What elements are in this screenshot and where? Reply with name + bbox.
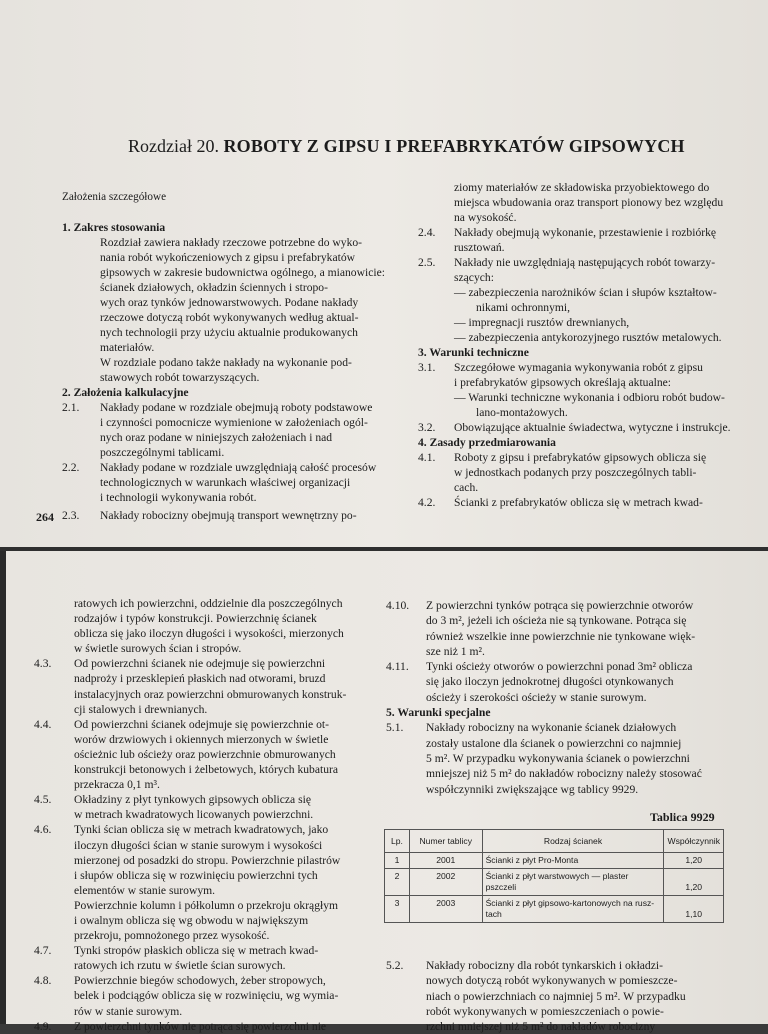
text-line: Od powierzchni ścianek odejmuje się powierzchnie ot- — [74, 717, 329, 731]
text-line: nowych dotyczą robót wykonywanych w pomieszcze- — [426, 974, 678, 988]
item-3-1 — [418, 360, 754, 420]
item-number: 4.3. — [34, 657, 52, 671]
text-line: cach. — [454, 481, 479, 494]
table-header: Rodzaj ścianek — [482, 830, 664, 853]
section-heading: Założenia szczegółowe — [62, 191, 167, 203]
bottom-right-column — [386, 598, 748, 797]
table-header: Numer tablicy — [409, 830, 482, 853]
text-line: Nakłady robocizny obejmują transport wewnętrzny po- — [100, 509, 357, 522]
text-line: oblicza się jako iloczyn długości i wysokości, mierzonych — [74, 627, 344, 641]
text-line: szących: — [454, 271, 494, 284]
top-left-column — [62, 190, 400, 523]
item-number: 4.8. — [34, 974, 52, 988]
table-cell: Ścianki z płyt gipsowo-kartonowych na rusz-tach — [482, 896, 664, 923]
text-line: 5 m². W przypadku wykonywania ścianek o powierzchni — [426, 751, 690, 765]
section-2-title: 2. Założenia kalkulacyjne — [62, 386, 189, 399]
text-line: rów w stanie surowym. — [74, 1004, 183, 1018]
text-line: Roboty z gipsu i prefabrykatów gipsowych oblicza się — [454, 451, 707, 464]
item-number: 2.2. — [62, 461, 80, 474]
item-number: 4.1. — [418, 451, 436, 464]
table-header-row — [385, 830, 724, 853]
table-cell: 2002 — [409, 869, 482, 896]
item-4-6 — [34, 822, 368, 943]
text-line: zostały ustalone dla ścianek o powierzchni co najmniej — [426, 736, 682, 750]
item-4-3 — [34, 656, 368, 716]
text-line: Nakłady robocizny dla robót tynkarskich i okładzi- — [426, 959, 663, 972]
text-line: współczynniki zwiększające wg tablicy 9929. — [426, 782, 639, 796]
text-line: stawowych robót towarzyszących. — [100, 371, 260, 384]
text-line: się jako iloczyn jednokrotnej długości otynkowanych — [426, 675, 674, 689]
text-line: rodzajów i typów konstrukcji. Powierzchnię ścianek — [74, 612, 317, 626]
item-4-10 — [386, 598, 748, 659]
item-4-9 — [34, 1019, 368, 1034]
text-line: nania robót wykończeniowych z gipsu i prefabrykatów — [100, 251, 355, 264]
section-1-title: 1. Zakres stosowania — [62, 221, 166, 234]
text-line: na wysokość. — [454, 211, 517, 224]
item-number: 4.2. — [418, 496, 436, 509]
text-line: mniejszej niż 5 m² do nakładów robocizny należy stosować — [426, 767, 702, 781]
page-number: 264 — [36, 510, 54, 524]
text-line: Powierzchnie kolumn i półkolumn o przekroju okrągłym — [74, 898, 339, 912]
text-line: rzeczowe dotyczą robót wykonywanych według aktual- — [100, 311, 359, 324]
item-number: 4.11. — [386, 660, 409, 674]
item-4-5 — [34, 792, 368, 822]
item-number: 2.1. — [62, 401, 80, 414]
chapter-heading: ROBOTY Z GIPSU I PREFABRYKATÓW GIPSOWYCH — [223, 136, 685, 156]
text-line: instalacyjnych oraz powierzchni obmurowanych konstruk- — [74, 687, 347, 701]
text-line: — Warunki techniczne wykonania i odbioru robót budow- — [454, 391, 725, 404]
text-line: i czynności pomocnicze wymienione w założeniach ogól- — [100, 416, 368, 429]
item-3-2 — [418, 420, 754, 435]
text-line: gipsowych w zakresie budownictwa ogólnego, a mianowicie: ścianek działowych, okładzin ściennych i stropo- — [100, 266, 385, 294]
text-line: Z powierzchni tynków nie potrąca się powierzchni nie — [74, 1019, 327, 1033]
text-line: i technologii wykonywania robót. — [100, 491, 257, 504]
item-number: 4.6. — [34, 823, 52, 837]
item-number: 2.5. — [418, 256, 436, 269]
text-line: i owalnym oblicza się wg obwodu w największym — [74, 913, 309, 927]
item-2-3 — [62, 508, 400, 523]
continued-text — [34, 596, 368, 656]
text-line: rusztowań. — [454, 241, 505, 254]
section-5-title: 5. Warunki specjalne — [386, 706, 491, 720]
text-line: przekroju, pomnożonego przez wysokość. — [74, 929, 270, 943]
text-line: mierzonej od posadzki do stropu. Powierzchnie pilastrów — [74, 853, 341, 867]
text-line: Tynki stropów płaskich oblicza się w metrach kwad- — [74, 944, 319, 958]
text-line: w świetle surowych ścian i stropów. — [74, 642, 242, 656]
item-4-8 — [34, 973, 368, 1018]
text-line: konstrukcji betonowych i żelbetowych, których kubatura — [74, 763, 339, 777]
text-line: i prefabrykatów gipsowych określają aktualne: — [454, 376, 671, 389]
text-line: i słupów oblicza się w rozwinięciu powierzchni tych — [74, 868, 318, 882]
text-line: Od powierzchni ścianek nie odejmuje się powierzchni — [74, 657, 326, 671]
page-edge-shadow — [0, 551, 6, 1024]
item-number: 4.10. — [386, 599, 410, 612]
text-line: ościeżnic lub ościeży oraz powierzchnie obmurowanych — [74, 747, 336, 761]
text-line: nych technologii przy użyciu aktualnie produkowanych — [100, 326, 358, 339]
text-line: nikami ochronnymi, — [476, 301, 571, 314]
item-number: 5.1. — [386, 721, 404, 735]
text-line: w jednostkach podanych przy poszczególnych tabli- — [454, 466, 697, 479]
bottom-right-lower — [386, 958, 748, 1034]
item-4-7 — [34, 943, 368, 973]
section-3-title: 3. Warunki techniczne — [418, 346, 529, 359]
text-line: również wszelkie inne powierzchnie nie tynkowane więk- — [426, 629, 696, 643]
text-line: Nakłady obejmują wykonanie, przestawienie i rozbiórkę — [454, 226, 717, 239]
item-number: 3.2. — [418, 421, 436, 434]
table-row — [385, 869, 724, 896]
item-5-1 — [386, 720, 748, 796]
text-line: technologicznych w warunkach właściwej organizacji — [100, 476, 351, 489]
text-line: nadproży i przesklepień płaskich nad otworami, bruzd — [74, 672, 326, 686]
table-cell: Ścianki z płyt Pro-Monta — [482, 853, 664, 869]
table-cell: 2 — [385, 869, 410, 896]
table-header: Lp. — [385, 830, 410, 853]
coefficient-table — [384, 829, 724, 923]
text-line: rzchni mniejszej niż 5 m² do nakładów robocizny — [426, 1020, 656, 1034]
item-4-1 — [418, 450, 754, 495]
text-line: Tynki ościeży otworów o powierzchni ponad 3m² oblicza — [426, 660, 693, 674]
top-right-column — [418, 180, 754, 510]
text-line: belek i podciągów oblicza się w rozwinięciu, wg wymia- — [74, 989, 339, 1003]
text-line: Z powierzchni tynków potrąca się powierzchnie otworów — [426, 599, 694, 612]
text-line: sze niż 1 m². — [426, 644, 485, 658]
table-cell: 1 — [385, 853, 410, 869]
table-header: Współczynnik — [664, 830, 724, 853]
item-number: 4.7. — [34, 944, 52, 958]
item-number: 4.9. — [34, 1019, 52, 1033]
text-line: w metrach kwadratowych licowanych powierzchni. — [74, 808, 314, 822]
text-line: ratowych ich powierzchni, oddzielnie dla poszczególnych — [74, 597, 343, 610]
text-line: Rozdział zawiera nakłady rzeczowe potrzebne do wyko- — [100, 236, 363, 249]
text-line: Nakłady nie uwzględniają następujących robót towarzy- — [454, 256, 716, 269]
text-line: wych oraz tynków jednowarstwowych. Podane nakłady — [100, 296, 359, 309]
text-line: Obowiązujące aktualnie świadectwa, wytyczne i instrukcje. — [454, 421, 731, 434]
text-line: ziomy materiałów ze składowiska przyobiektowego do — [454, 181, 710, 194]
text-line: przekracza 0,1 m³. — [74, 778, 160, 792]
item-2-4 — [418, 225, 754, 255]
text-line: worów drzwiowych i okiennych mierzonych w świetle — [74, 732, 329, 746]
text-line: Ścianki z prefabrykatów oblicza się w metrach kwad- — [454, 496, 703, 509]
item-5-2 — [386, 958, 748, 1034]
table-cell: Ścianki z płyt warstwowych — plaster pszczeli — [482, 869, 664, 896]
item-4-4 — [34, 717, 368, 792]
item-number: 5.2. — [386, 959, 404, 972]
item-2-5 — [418, 255, 754, 345]
item-number: 2.3. — [62, 509, 80, 522]
text-line: cji stalowych i drewnianych. — [74, 702, 208, 716]
text-line: ratowych ich rzutu w świetle ścian surowych. — [74, 959, 286, 973]
item-4-11 — [386, 659, 748, 705]
section-4-title: 4. Zasady przedmiarowania — [418, 436, 556, 449]
table-cell: 1,20 — [664, 853, 724, 869]
item-number: 4.4. — [34, 717, 52, 731]
text-line: materiałów. — [100, 341, 155, 354]
text-line: — zabezpieczenia narożników ścian i słupów kształtow- — [454, 286, 717, 299]
text-line: ościeży i szerokości ościeży w stanie surowym. — [426, 690, 647, 704]
item-2-1 — [62, 400, 400, 460]
text-line: W rozdziale podano także nakłady na wykonanie pod- — [100, 356, 352, 369]
text-line: lano-montażowych. — [476, 406, 568, 419]
table-cell: 3 — [385, 896, 410, 923]
text-line: Szczegółowe wymagania wykonywania robót z gipsu — [454, 361, 703, 374]
item-number: 2.4. — [418, 226, 436, 239]
text-line: — zabezpieczenia antykorozyjnego rusztów metalowych. — [454, 331, 722, 344]
text-line: elementów w stanie surowym. — [74, 883, 216, 897]
text-line: Nakłady podane w rozdziale obejmują roboty podstawowe — [100, 401, 373, 414]
text-line: robót wykonywanych w pomieszczeniach o powie- — [426, 1004, 664, 1018]
item-2-2 — [62, 460, 400, 505]
table-cell: 2001 — [409, 853, 482, 869]
item-number: 3.1. — [418, 361, 436, 374]
table-title: Tablica 9929 — [650, 810, 715, 824]
text-line: Nakłady robocizny na wykonanie ścianek działowych — [426, 721, 677, 735]
table-cell: 1,20 — [664, 869, 724, 896]
section-1-body — [62, 235, 400, 385]
text-line: — impregnacji rusztów drewnianych, — [454, 316, 630, 329]
table-row — [385, 853, 724, 869]
item-4-2 — [418, 495, 754, 510]
text-line: Nakłady podane w rozdziale uwzględniają całość procesów — [100, 461, 377, 474]
text-line: poszczególnymi tablicami. — [100, 446, 225, 459]
text-line: miejsca wbudowania oraz transport pionowy bez względu — [454, 196, 724, 209]
text-line: Tynki ścian oblicza się w metrach kwadratowych, jako — [74, 823, 329, 837]
bottom-left-column — [34, 596, 368, 1034]
item-number: 4.5. — [34, 793, 52, 807]
continued-text — [418, 180, 754, 225]
table-cell: 1,10 — [664, 896, 724, 923]
table-cell: 2003 — [409, 896, 482, 923]
text-line: do 3 m², jeżeli ich ościeża nie są tynkowane. Potrąca się — [426, 614, 687, 628]
table-row — [385, 896, 724, 923]
chapter-label: Rozdział 20. — [128, 136, 219, 156]
text-line: niach o powierzchniach co najmniej 5 m². W przypadku — [426, 989, 686, 1003]
text-line: iloczyn długości ścian w stanie surowym i wysokości — [74, 838, 323, 852]
text-line: Powierzchnie biegów schodowych, żeber stropowych, — [74, 974, 326, 988]
text-line: nych oraz podane w niniejszych założeniach i nad — [100, 431, 333, 444]
chapter-title — [128, 136, 685, 157]
text-line: Okładziny z płyt tynkowych gipsowych oblicza się — [74, 793, 311, 807]
